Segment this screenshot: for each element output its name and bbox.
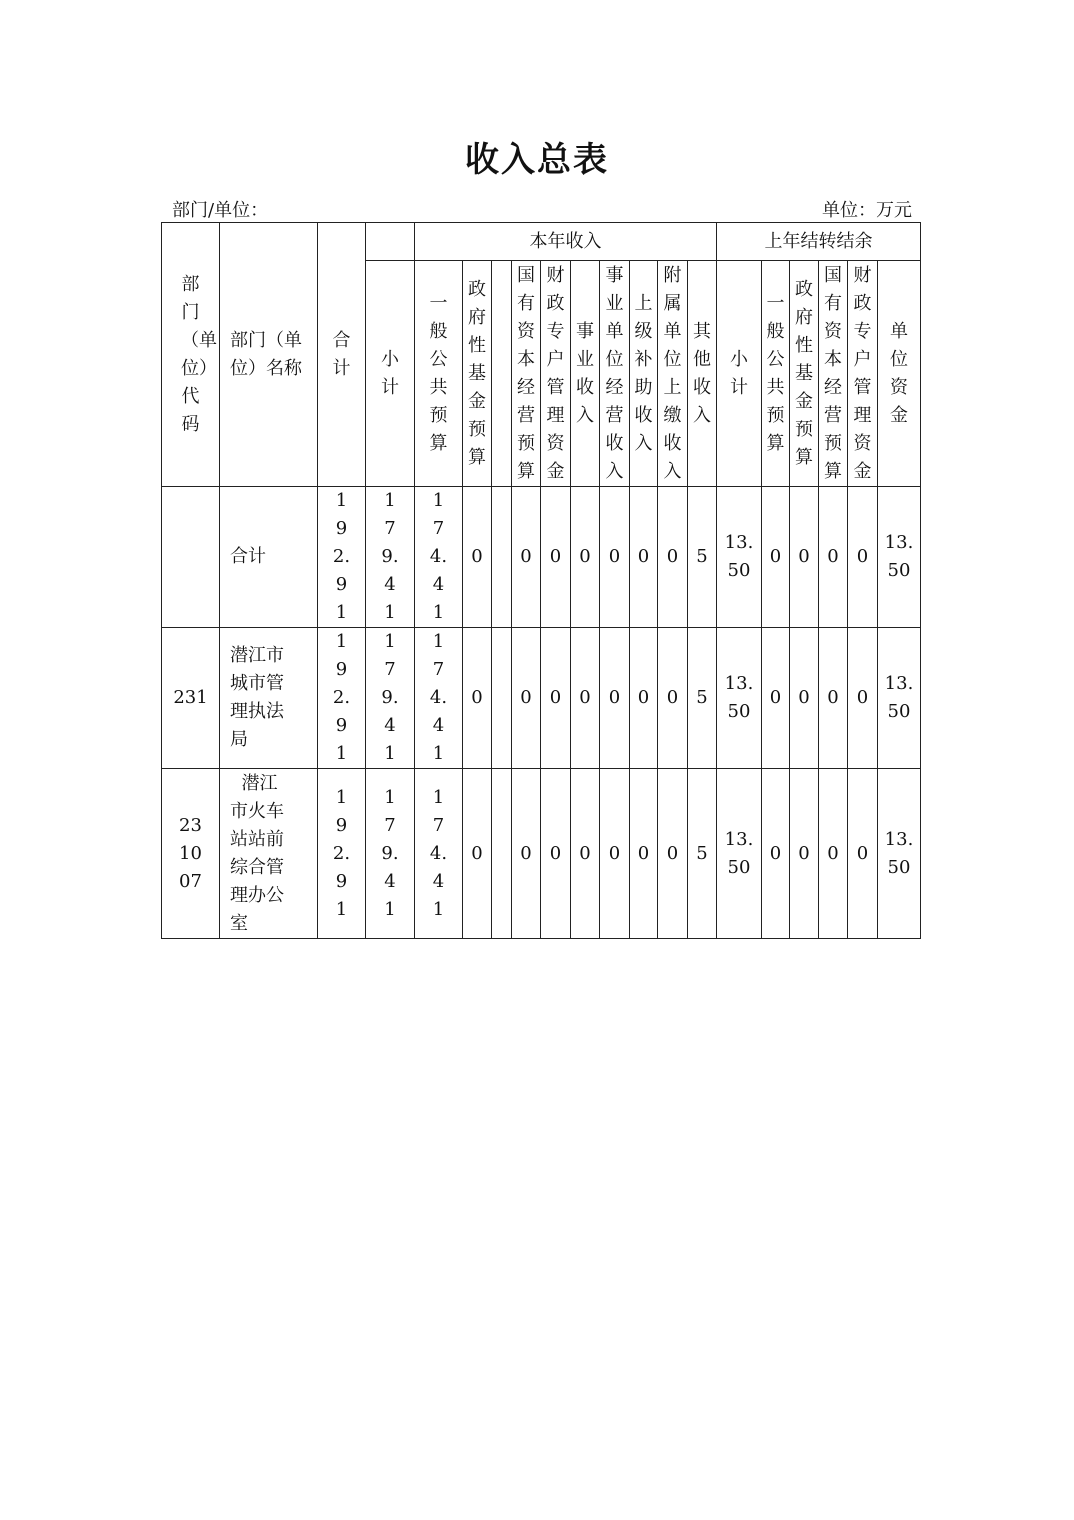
cell-code [162, 487, 220, 628]
cell-value: 0 [819, 487, 848, 628]
cell-value: 0 [600, 769, 630, 939]
cell-value: 0 [463, 769, 492, 939]
cell-value: 0 [819, 769, 848, 939]
cell-value: 13.50 [878, 487, 921, 628]
cell-value [492, 628, 512, 769]
cell-value: 0 [600, 628, 630, 769]
cell-value: 13.50 [878, 769, 921, 939]
cell-value: 0 [819, 628, 848, 769]
cell-value: 0 [600, 487, 630, 628]
unit-label: 单位：万元 [822, 200, 912, 221]
header-current-gov-fund: 政府性基金预算 [463, 261, 492, 487]
cell-value: 0 [463, 628, 492, 769]
cell-value: 5 [688, 487, 717, 628]
cell-value: 0 [848, 769, 878, 939]
cell-value: 0 [790, 769, 819, 939]
header-current-year: 本年收入 [415, 223, 717, 261]
cell-value: 179.41 [366, 769, 415, 939]
cell-value: 0 [630, 487, 658, 628]
cell-value: 0 [541, 628, 571, 769]
cell-value: 0 [762, 769, 790, 939]
cell-value: 0 [658, 628, 688, 769]
cell-value: 5 [688, 628, 717, 769]
header-prior-unit-funds: 单位资金 [878, 261, 921, 487]
cell-value: 5 [688, 769, 717, 939]
cell-value: 0 [630, 769, 658, 939]
table-row [162, 628, 921, 769]
header-current-state-capital: 国有资本经营预算 [512, 261, 541, 487]
header-blank [366, 223, 415, 261]
header-prior-general-budget: 一般公共预算 [762, 261, 790, 487]
cell-value: 13.50 [717, 487, 762, 628]
cell-code: 231 [162, 628, 220, 769]
cell-value: 0 [848, 628, 878, 769]
income-summary-table [161, 222, 921, 939]
cell-value: 0 [512, 769, 541, 939]
cell-value: 174.41 [415, 628, 463, 769]
header-prior-state-capital: 国有资本经营预算 [819, 261, 848, 487]
cell-total: 192.91 [318, 769, 366, 939]
cell-name: 潜江市城市管理执法局 [220, 628, 318, 769]
table-row [162, 487, 921, 628]
cell-value: 13.50 [717, 628, 762, 769]
cell-value: 0 [630, 628, 658, 769]
cell-value: 0 [848, 487, 878, 628]
table-row [162, 769, 921, 939]
header-total: 合计 [318, 223, 366, 487]
cell-name: 合计 [220, 487, 318, 628]
cell-value: 0 [512, 628, 541, 769]
cell-value: 0 [762, 628, 790, 769]
page-title: 收入总表 [465, 140, 609, 180]
cell-value: 0 [571, 487, 600, 628]
cell-value [492, 487, 512, 628]
cell-value [492, 769, 512, 939]
cell-code: 231007 [162, 769, 220, 939]
cell-total: 192.91 [318, 487, 366, 628]
cell-value: 0 [541, 769, 571, 939]
header-prior-subtotal: 小计 [717, 261, 762, 487]
cell-value: 0 [790, 487, 819, 628]
cell-value: 0 [658, 769, 688, 939]
header-current-operating-income: 事业单位经营收入 [600, 261, 630, 487]
cell-value: 179.41 [366, 628, 415, 769]
cell-value: 0 [571, 769, 600, 939]
cell-value: 13.50 [878, 628, 921, 769]
header-prior-year: 上年结转结余 [717, 223, 921, 261]
cell-value: 0 [463, 487, 492, 628]
cell-value: 179.41 [366, 487, 415, 628]
cell-total: 192.91 [318, 628, 366, 769]
header-current-subsidy: 上级补助收入 [630, 261, 658, 487]
header-prior-gov-fund: 政府性基金预算 [790, 261, 819, 487]
header-code: 部门（单位）代码 [162, 223, 220, 487]
header-current-business-income: 事业收入 [571, 261, 600, 487]
cell-value: 174.41 [415, 487, 463, 628]
cell-value: 0 [790, 628, 819, 769]
header-current-fiscal-account: 财政专户管理资金 [541, 261, 571, 487]
cell-value: 0 [541, 487, 571, 628]
header-current-other: 其他收入 [688, 261, 717, 487]
header-current-subtotal: 小计 [366, 261, 415, 487]
cell-value: 0 [762, 487, 790, 628]
header-name: 部门（单位）名称 [220, 223, 318, 487]
cell-value: 0 [512, 487, 541, 628]
header-prior-fiscal-account: 财政专户管理资金 [848, 261, 878, 487]
cell-value: 0 [658, 487, 688, 628]
cell-value: 13.50 [717, 769, 762, 939]
cell-value: 174.41 [415, 769, 463, 939]
header-current-general-budget: 一般公共预算 [415, 261, 463, 487]
header-current-empty [492, 261, 512, 487]
header-current-affiliate: 附属单位上缴收入 [658, 261, 688, 487]
cell-value: 0 [571, 628, 600, 769]
cell-name: 潜江市火车站站前综合管理办公室 [220, 769, 318, 939]
department-label: 部门/单位： [172, 200, 269, 221]
